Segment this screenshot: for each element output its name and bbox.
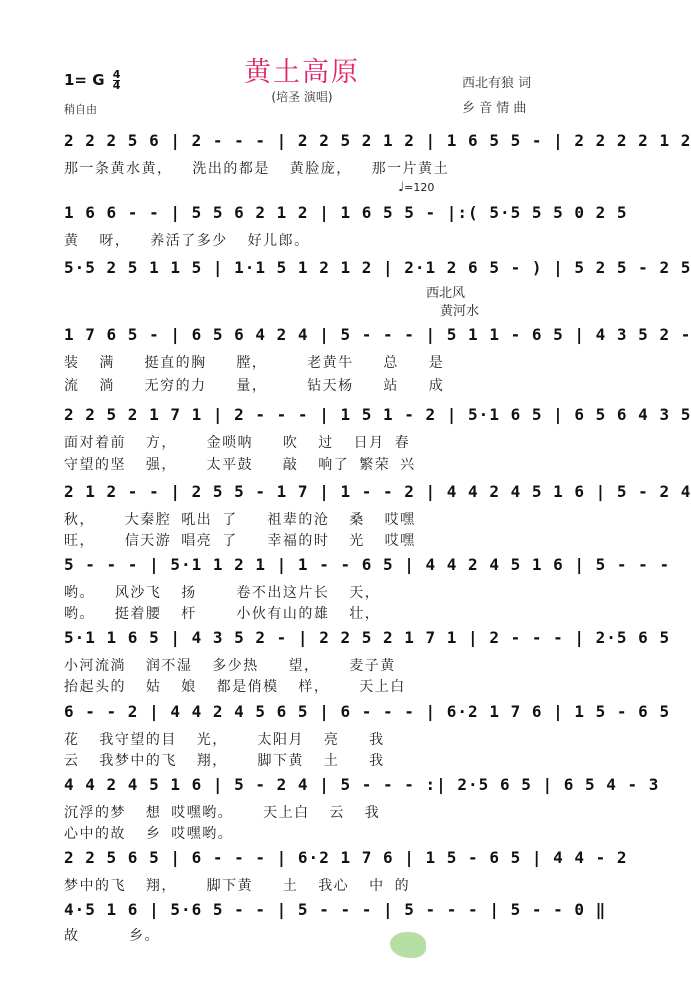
lyricist-credit: 西北有狼 词 (462, 76, 532, 91)
metronome-mark (398, 180, 434, 195)
time-signature-top: 4 (112, 68, 121, 81)
lyric-line-9a: 花 我守望的目 光， 太阳月 亮 我 (64, 732, 385, 748)
lyric-line-6a: 秋， 大秦腔 吼出 了 祖辈的沧 桑 哎嘿 (64, 512, 416, 528)
notation-line-9: 6 - - 2 | 4 4 2 4 5 6 5 | 6 - - - | 6·2 1 7 6 | 1 5 - 6 5 (64, 702, 671, 721)
lyric-line-8a: 小河流淌 润不湿 多少热 望， 麦子黄 (64, 658, 396, 674)
lyric-line-10a: 沉浮的梦 想 哎嘿哟。 天上白 云 我 (64, 805, 381, 821)
time-signature-bottom: 4 (112, 79, 121, 92)
song-title: 黄土高原 (244, 57, 360, 88)
key-signature (64, 70, 120, 91)
time-signature (113, 70, 121, 91)
notation-line-3: 5·5 2 5 1 1 5 | 1·1 5 1 2 1 2 | 2·1 2 6 5 - ) | 5 2 5 - 2 5 (64, 258, 691, 277)
notation-line-7: 5 - - - | 5·1 1 2 1 | 1 - - 6 5 | 4 4 2 4 5 1 6 | 5 - - - (64, 555, 671, 574)
lyric-line-8b: 抬起头的 姑 娘 都是俏模 样， 天上白 (64, 679, 406, 695)
notation-line-4: 1 7 6 5 - | 6 5 6 4 2 4 | 5 - - - | 5 1 1 - 6 5 | 4 3 5 2 - (64, 325, 691, 344)
lyric-line-11: 梦中的飞 翔， 脚下黄 土 我心 中 的 (64, 878, 411, 894)
key-label: 1= G (64, 71, 105, 89)
notation-line-11: 2 2 5 6 5 | 6 - - - | 6·2 1 7 6 | 1 5 - 6 5 | 4 4 - 2 (64, 848, 628, 867)
label-huangheshui: 黄河水 (440, 304, 480, 319)
lyric-line-12: 故 乡。 (64, 928, 161, 944)
notation-line-5: 2 2 5 2 1 7 1 | 2 - - - | 1 5 1 - 2 | 5·1 6 5 | 6 5 6 4 3 5 (64, 405, 691, 424)
lyric-line-4a: 装 满 挺直的胸 膛， 老黄牛 总 是 (64, 355, 445, 371)
tempo-instruction: 稍自由 (64, 103, 97, 116)
label-xibeifeng: 西北风 (426, 286, 466, 301)
composer-credit: 乡 音 情 曲 (462, 101, 527, 116)
leaf-watermark-icon (390, 932, 426, 958)
notation-line-2: 1 6 6 - - | 5 5 6 2 1 2 | 1 6 5 5 - |:( 5·5 5 5 0 2 5 (64, 203, 628, 222)
lyric-line-7a: 哟。 风沙飞 扬 卷不出这片长 天， (64, 585, 381, 601)
notation-line-10: 4 4 2 4 5 1 6 | 5 - 2 4 | 5 - - - :| 2·5 6 5 | 6 5 4 - 3 (64, 775, 660, 794)
lyric-line-4b: 流 淌 无穷的力 量， 钻天杨 站 成 (64, 378, 445, 394)
lyric-line-6b: 旺， 信天游 唱亮 了 幸福的时 光 哎嘿 (64, 533, 416, 549)
notation-line-12: 4·5 1 6 | 5·6 5 - - | 5 - - - | 5 - - - | 5 - - 0 ‖ (64, 900, 607, 919)
lyric-line-2: 黄 呀， 养活了多少 好儿郎。 (64, 233, 310, 249)
lyric-line-7b: 哟。 挺着腰 杆 小伙有山的雄 壮， (64, 606, 381, 622)
notation-line-8: 5·1 1 6 5 | 4 3 5 2 - | 2 2 5 2 1 7 1 | 2 - - - | 2·5 6 5 (64, 628, 671, 647)
metronome-value: =120 (404, 181, 435, 194)
notation-line-1: 2 2 2 5 6 | 2 - - - | 2 2 5 2 1 2 | 1 6 5 5 - | 2 2 2 2 1 2 (64, 131, 691, 150)
lyric-line-1: 那一条黄水黄， 洗出的都是 黄脸庞， 那一片黄土 (64, 161, 450, 177)
lyric-line-5a: 面对着前 方， 金唢呐 吹 过 日月 春 (64, 435, 411, 451)
notation-line-6: 2 1 2 - - | 2 5 5 - 1 7 | 1 - - 2 | 4 4 2 4 5 1 6 | 5 - 2 4 (64, 482, 691, 501)
performer-note: (培圣 演唱) (271, 90, 333, 104)
lyric-line-5b: 守望的坚 强， 太平鼓 敲 响了 繁荣 兴 (64, 457, 416, 473)
quarter-note-icon: ♩ (398, 180, 405, 195)
lyric-line-9b: 云 我梦中的飞 翔， 脚下黄 土 我 (64, 753, 385, 769)
lyric-line-10b: 心中的故 乡 哎嘿哟。 (64, 826, 234, 842)
